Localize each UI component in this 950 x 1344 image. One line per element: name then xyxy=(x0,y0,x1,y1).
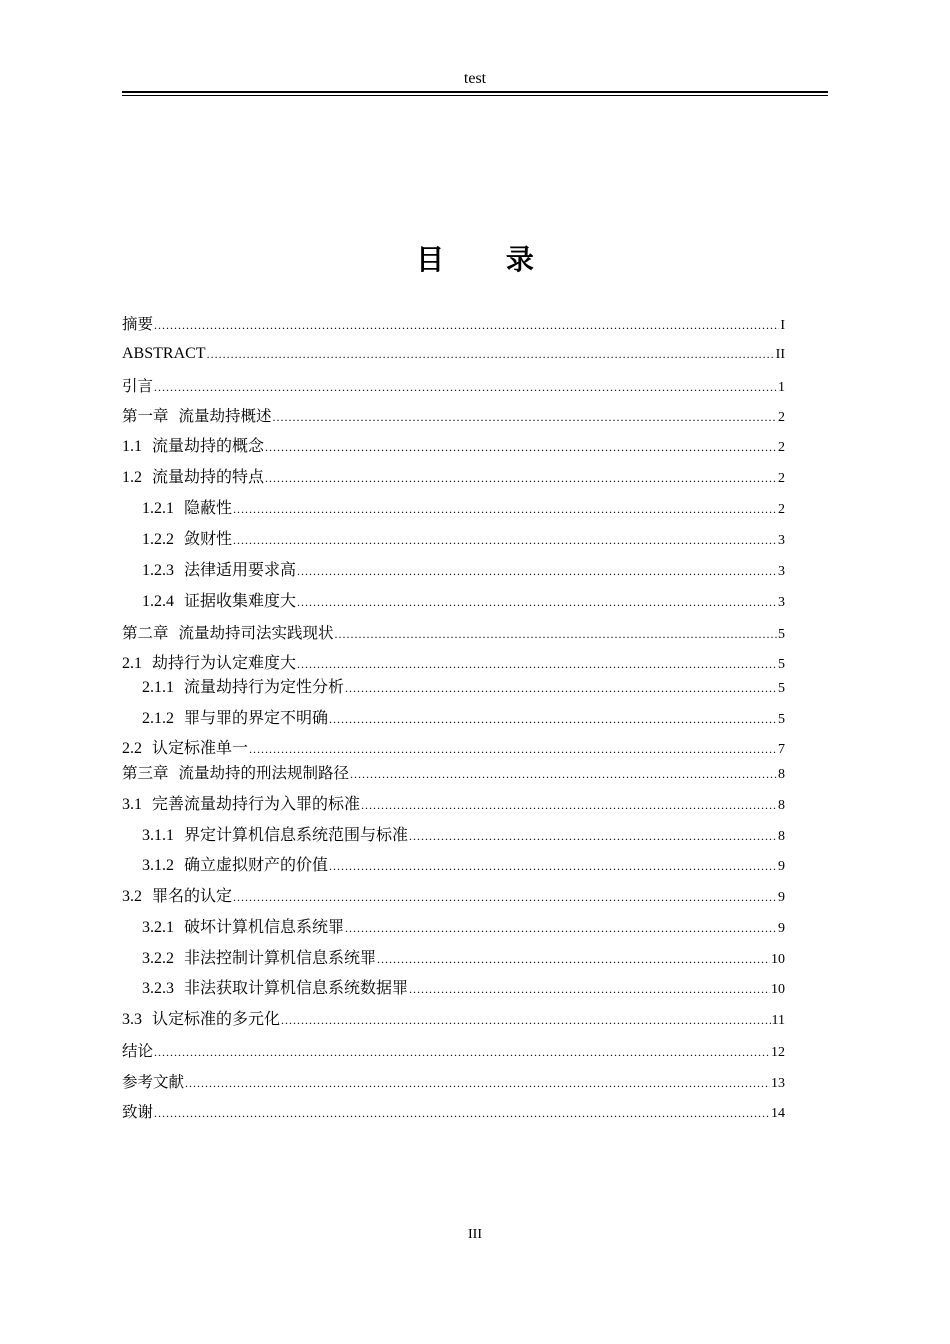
toc-entry-text: 流量劫持司法实践现状 xyxy=(178,624,334,642)
toc-entry-text: 引言 xyxy=(122,377,154,395)
toc-entry-label xyxy=(122,466,264,490)
toc-entry-text: 参考文献 xyxy=(122,1073,185,1091)
toc-entry[interactable] xyxy=(122,497,785,521)
toc-entry-label xyxy=(142,528,232,552)
toc-entry-page: II xyxy=(775,347,785,362)
toc-entry-number: 3.2.3 xyxy=(142,980,174,997)
toc-entry-number: 第三章 xyxy=(122,764,169,782)
toc-entry-page: 13 xyxy=(771,1076,785,1091)
toc-entry-number: 3.3 xyxy=(122,1011,142,1028)
toc-entry-number: 2.1.1 xyxy=(142,679,174,696)
toc-entry-label xyxy=(142,977,408,1001)
toc-dot-leader xyxy=(345,676,777,700)
toc-entry[interactable] xyxy=(122,707,785,731)
toc-entry-text: 罪与罪的界定不明确 xyxy=(184,710,329,727)
toc-entry-text: 破坏计算机信息系统罪 xyxy=(184,919,345,936)
toc-entry-label xyxy=(122,374,153,398)
toc-entry-page: 3 xyxy=(778,564,785,579)
toc-entry[interactable] xyxy=(122,824,785,848)
footer-page-number: III xyxy=(468,1227,482,1242)
toc-entry-page: 8 xyxy=(778,798,785,813)
toc-dot-leader xyxy=(377,947,770,971)
toc-dot-leader xyxy=(154,313,779,337)
toc-entry[interactable] xyxy=(122,916,785,940)
toc-entry[interactable] xyxy=(122,590,785,614)
toc-entry-label xyxy=(122,885,232,909)
toc-dot-leader xyxy=(297,590,777,614)
toc-dot-leader xyxy=(273,405,777,429)
toc-entry-label xyxy=(142,590,296,614)
toc-entry[interactable] xyxy=(122,1008,785,1032)
toc-entry-text: 敛财性 xyxy=(184,531,233,548)
toc-entry-text: 罪名的认定 xyxy=(152,888,233,905)
toc-dot-leader xyxy=(297,559,777,583)
toc-dot-leader xyxy=(409,977,770,1001)
toc-entry-label xyxy=(122,652,296,676)
toc-entry-number: 1.2.1 xyxy=(142,500,174,517)
toc-entry[interactable] xyxy=(122,947,785,971)
toc-dot-leader xyxy=(329,854,777,878)
toc-entry-page: 11 xyxy=(771,1013,785,1028)
toc-title: 目 录 xyxy=(416,243,560,276)
toc-dot-leader xyxy=(265,466,777,490)
toc-entry-page: 5 xyxy=(778,657,785,672)
toc-entry[interactable] xyxy=(122,342,785,366)
toc-entry[interactable] xyxy=(122,737,785,761)
toc-entry-label xyxy=(122,342,206,366)
toc-dot-leader xyxy=(233,497,777,521)
toc-dot-leader xyxy=(233,885,777,909)
toc-entry[interactable] xyxy=(122,1039,785,1063)
toc-entry-page: 3 xyxy=(778,595,785,610)
toc-entry-label xyxy=(142,947,376,971)
toc-entry-label xyxy=(122,621,334,645)
toc-dot-leader xyxy=(233,528,777,552)
toc-entry-page: 9 xyxy=(778,890,785,905)
toc-entry-number: 3.2 xyxy=(122,888,142,905)
toc-entry-number: 3.2.2 xyxy=(142,950,174,967)
toc-entry-label xyxy=(142,497,232,521)
toc-entry[interactable] xyxy=(122,559,785,583)
toc-dot-leader xyxy=(335,622,777,646)
toc-dot-leader xyxy=(185,1071,770,1095)
toc-entry-text: 流量劫持概述 xyxy=(178,407,272,425)
toc-entry-text: 结论 xyxy=(122,1042,154,1060)
toc-entry-number: 2.2 xyxy=(122,740,142,757)
toc-entry-label xyxy=(122,1100,153,1124)
toc-entry-text: 流量劫持的特点 xyxy=(152,469,265,486)
toc-entry[interactable] xyxy=(122,312,785,336)
toc-entry-page: I xyxy=(780,318,785,333)
toc-entry[interactable] xyxy=(122,374,785,398)
toc-entry[interactable] xyxy=(122,1070,785,1094)
toc-entry-label xyxy=(122,404,272,428)
toc-entry-page: 2 xyxy=(778,410,785,425)
toc-entry[interactable] xyxy=(122,621,785,645)
toc-entry-text: 流量劫持的概念 xyxy=(152,438,265,455)
toc-dot-leader xyxy=(345,916,777,940)
toc-entry-page: 5 xyxy=(778,681,785,696)
toc-entry-label xyxy=(122,312,153,336)
toc-entry-text: 非法控制计算机信息系统罪 xyxy=(184,950,377,967)
toc-entry-text: 确立虚拟财产的价值 xyxy=(184,857,329,874)
toc-entry-number: 3.2.1 xyxy=(142,919,174,936)
toc-entry-text: 摘要 xyxy=(122,315,154,333)
toc-entry-number: 3.1.2 xyxy=(142,857,174,874)
toc-entry-number: 3.1 xyxy=(122,796,142,813)
toc-entry-label xyxy=(122,1008,280,1032)
toc-entry[interactable] xyxy=(122,977,785,1001)
toc-entry-number: 1.2.2 xyxy=(142,531,174,548)
toc-entry[interactable] xyxy=(122,1100,785,1124)
toc-entry-number: 1.1 xyxy=(122,438,142,455)
toc-entry-page: 9 xyxy=(778,859,785,874)
toc-dot-leader xyxy=(154,375,777,399)
toc-entry-label xyxy=(122,1070,184,1094)
toc-entry[interactable] xyxy=(122,528,785,552)
toc-entry-page: 7 xyxy=(778,742,785,757)
toc-dot-leader xyxy=(249,737,777,761)
toc-entry-text: 隐蔽性 xyxy=(184,500,233,517)
toc-entry[interactable] xyxy=(122,652,785,676)
toc-dot-leader xyxy=(154,1101,770,1125)
toc-entry-label xyxy=(122,737,248,761)
toc-entry-text: 认定标准单一 xyxy=(152,740,249,757)
toc-dot-leader xyxy=(207,342,775,366)
toc-entry[interactable] xyxy=(122,761,785,785)
toc-entry-page: 1 xyxy=(778,380,785,395)
toc-entry-page: 10 xyxy=(771,982,785,997)
toc-dot-leader xyxy=(409,824,777,848)
toc-entry-label xyxy=(142,916,344,940)
toc-entry-page: 12 xyxy=(771,1045,785,1060)
toc-entry-label xyxy=(142,824,408,848)
toc-dot-leader xyxy=(297,652,777,676)
toc-entry-page: 10 xyxy=(771,952,785,967)
toc-entry-text: 界定计算机信息系统范围与标准 xyxy=(184,827,409,844)
toc-entry-label xyxy=(142,854,328,878)
toc-entry[interactable] xyxy=(122,854,785,878)
toc-entry-number: 1.2.4 xyxy=(142,593,174,610)
toc-entry-page: 9 xyxy=(778,921,785,936)
toc-entry-page: 8 xyxy=(778,767,785,782)
toc-entry-page: 14 xyxy=(771,1106,785,1121)
toc-entry-page: 5 xyxy=(778,627,785,642)
toc-entry-text: 致谢 xyxy=(122,1103,154,1121)
header-rule xyxy=(122,91,828,96)
toc-entry-text: 认定标准的多元化 xyxy=(152,1011,281,1028)
toc-dot-leader xyxy=(265,435,777,459)
toc-dot-leader xyxy=(329,707,777,731)
toc-entry-label xyxy=(122,761,349,785)
toc-entry-number: 2.1 xyxy=(122,655,142,672)
toc-entry-text: 法律适用要求高 xyxy=(184,562,297,579)
toc-entry-text: ABSTRACT xyxy=(122,345,206,362)
toc-entry-page: 5 xyxy=(778,712,785,727)
toc-entry-text: 劫持行为认定难度大 xyxy=(152,655,297,672)
toc-entry-page: 3 xyxy=(778,533,785,548)
toc-entry[interactable] xyxy=(122,676,785,700)
toc-entry-page: 8 xyxy=(778,829,785,844)
toc-entry-page: 2 xyxy=(778,471,785,486)
toc-dot-leader xyxy=(350,762,777,786)
toc-entry-label xyxy=(122,1039,153,1063)
toc-entry-text: 非法获取计算机信息系统数据罪 xyxy=(184,980,409,997)
toc-entry-number: 1.2.3 xyxy=(142,562,174,579)
toc-entry-label xyxy=(122,435,264,459)
toc-entry-number: 2.1.2 xyxy=(142,710,174,727)
toc-entry[interactable] xyxy=(122,466,785,490)
toc-entry[interactable] xyxy=(122,793,785,817)
toc-entry-label xyxy=(142,559,296,583)
toc-dot-leader xyxy=(281,1008,771,1032)
toc-entry[interactable] xyxy=(122,435,785,459)
toc-entry-text: 证据收集难度大 xyxy=(184,593,297,610)
page-header: test xyxy=(463,70,487,87)
toc-entry-text: 流量劫持的刑法规制路径 xyxy=(178,764,350,782)
toc-entry-label xyxy=(122,793,360,817)
toc-dot-leader xyxy=(154,1040,770,1064)
toc-entry[interactable] xyxy=(122,885,785,909)
toc-entry-text: 流量劫持行为定性分析 xyxy=(184,679,345,696)
toc-entry-number: 3.1.1 xyxy=(142,827,174,844)
toc-entry-label xyxy=(142,676,344,700)
toc-entry-number: 第二章 xyxy=(122,624,169,642)
toc-entry-page: 2 xyxy=(778,502,785,517)
toc-entry-page: 2 xyxy=(778,440,785,455)
toc-dot-leader xyxy=(361,793,777,817)
toc-entry[interactable] xyxy=(122,404,785,428)
toc-entry-number: 1.2 xyxy=(122,469,142,486)
toc-entry-label xyxy=(142,707,328,731)
toc-entry-text: 完善流量劫持行为入罪的标准 xyxy=(152,796,361,813)
toc-entry-number: 第一章 xyxy=(122,407,169,425)
